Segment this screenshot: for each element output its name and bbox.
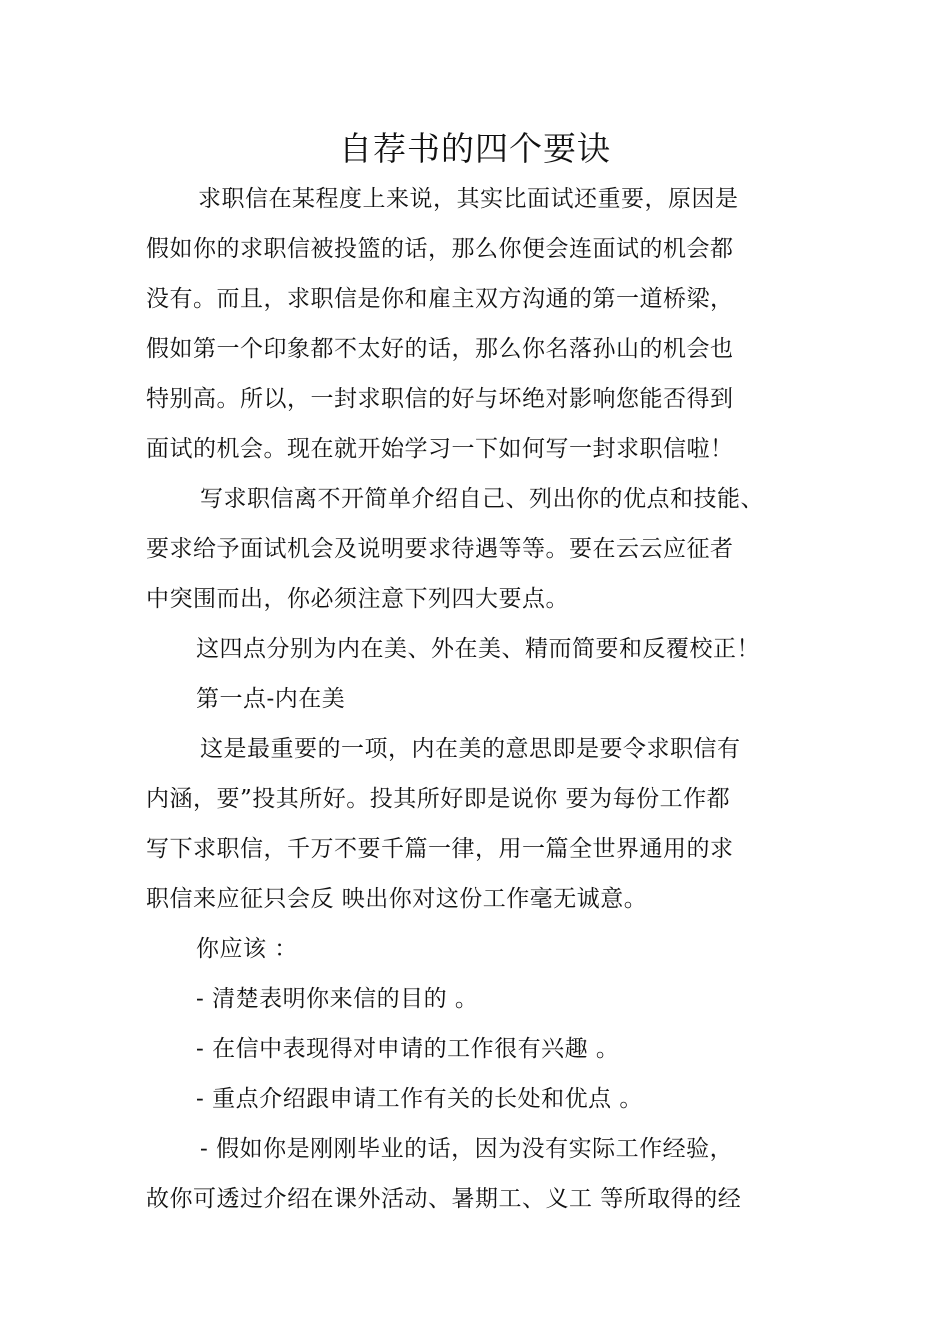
paragraph-line: 写求职信离不开简单介绍自己、列出你的优点和技能、 <box>200 486 764 512</box>
list-item: - 重点介绍跟申请工作有关的长处和优点 。 <box>196 1086 643 1112</box>
section-heading: 第一点-内在美 <box>196 686 346 712</box>
paragraph-line: 假如第一个印象都不太好的话，那么你名落孙山的机会也 <box>146 336 734 362</box>
paragraph-line: 特别高。所以，一封求职信的好与坏绝对影响您能否得到 <box>146 386 734 412</box>
list-item: - 清楚表明你来信的目的 。 <box>196 986 479 1012</box>
paragraph-line: 你应该 ： <box>196 936 298 962</box>
paragraph-line: 要求给予面试机会及说明要求待遇等等。要在云云应征者 <box>146 536 734 562</box>
paragraph-line: 这四点分别为内在美、外在美、精而简要和反覆校正！ <box>196 636 760 662</box>
document-title: 自荐书的四个要诀 <box>339 129 611 168</box>
list-item: - 在信中表现得对申请的工作很有兴趣 。 <box>196 1036 620 1062</box>
paragraph-line: 内涵，要”投其所好。投其所好即是说你 要为每份工作都 <box>146 786 731 812</box>
paragraph-line: 没有。而且，求职信是你和雇主双方沟通的第一道桥梁， <box>146 286 734 312</box>
paragraph-line: 求职信在某程度上来说，其实比面试还重要，原因是 <box>198 186 739 212</box>
paragraph-line: 职信来应征只会反 映出你对这份工作毫无诚意。 <box>146 886 648 912</box>
paragraph-line: 写下求职信，千万不要千篇一律，用一篇全世界通用的求 <box>146 836 734 862</box>
paragraph-line: 故你可透过介绍在课外活动、暑期工、义工 等所取得的经 <box>146 1186 742 1212</box>
paragraph-line: 这是最重要的一项，内在美的意思即是要令求职信有 <box>200 736 741 762</box>
paragraph-line: 中突围而出，你必须注意下列四大要点。 <box>146 586 569 612</box>
paragraph-line: 面试的机会。现在就开始学习一下如何写一封求职信啦！ <box>146 436 734 462</box>
paragraph-line: 假如你的求职信被投篮的话，那么你便会连面试的机会都 <box>146 236 734 262</box>
list-item: - 假如你是刚刚毕业的话，因为没有实际工作经验， <box>200 1136 734 1162</box>
